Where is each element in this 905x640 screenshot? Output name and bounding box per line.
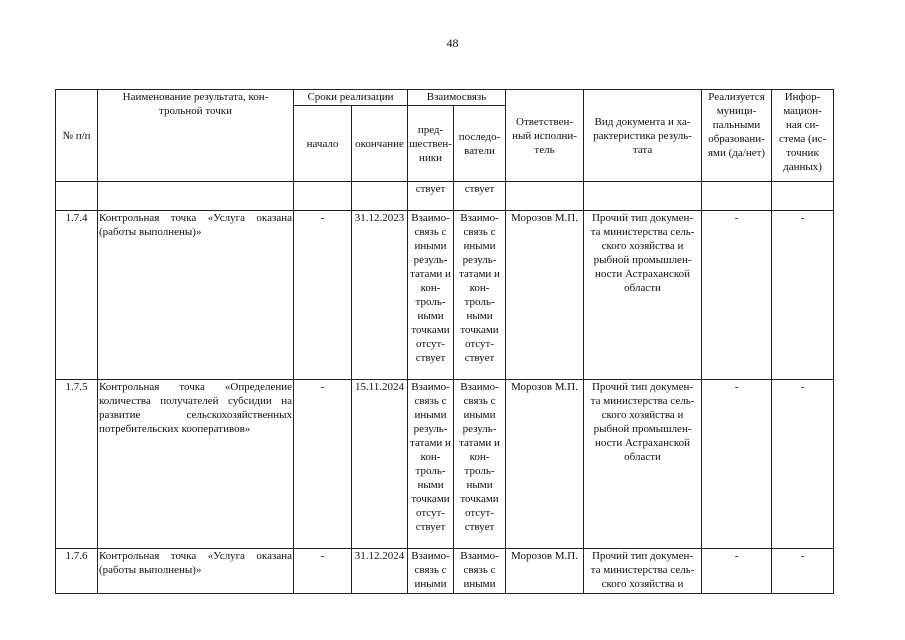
cont-succ: ствует bbox=[454, 182, 506, 211]
header-deadlines: Сроки реализации bbox=[294, 90, 408, 106]
cont-name bbox=[98, 182, 294, 211]
row-name: Контрольная точка «Услуга оказана (работы выполнены)» bbox=[98, 549, 294, 594]
row-predecessors: Взаимо- связь с иными резуль- татами и кон- троль- ными точками отсут- ствует bbox=[408, 380, 454, 549]
row-start: - bbox=[294, 211, 352, 380]
row-start: - bbox=[294, 549, 352, 594]
header-num: № п/п bbox=[56, 90, 98, 182]
row-municipal: - bbox=[702, 380, 772, 549]
header-start: начало bbox=[294, 106, 352, 182]
row-doc-type: Прочий тип докумен- та министерства сель- ского хозяйства и bbox=[584, 549, 702, 594]
header-predecessors: пред- шествен- ники bbox=[408, 106, 454, 182]
header-end: окончание bbox=[352, 106, 408, 182]
row-end: 31.12.2023 bbox=[352, 211, 408, 380]
row-responsible: Морозов М.П. bbox=[506, 211, 584, 380]
cont-num bbox=[56, 182, 98, 211]
page-number: 48 bbox=[446, 36, 459, 50]
row-end: 31.12.2024 bbox=[352, 549, 408, 594]
cont-end bbox=[352, 182, 408, 211]
header-info-system: Инфор- мацион- ная си- стема (ис- точник данных) bbox=[772, 90, 834, 182]
row-end: 15.11.2024 bbox=[352, 380, 408, 549]
table-row bbox=[56, 549, 834, 594]
row-num: 1.7.4 bbox=[56, 211, 98, 380]
row-info-system: - bbox=[772, 211, 834, 380]
table-row bbox=[56, 211, 834, 380]
row-name: Контрольная точка «Услуга оказана (работы выполнены)» bbox=[98, 211, 294, 380]
row-responsible: Морозов М.П. bbox=[506, 380, 584, 549]
header-relation: Взаимосвязь bbox=[408, 90, 506, 106]
row-name: Контрольная точка «Определение количества получателей субсидии на развитие сельскохозяйственных потребительских кооперативов» bbox=[98, 380, 294, 549]
row-predecessors: Взаимо- связь с иными bbox=[408, 549, 454, 594]
continuation-row bbox=[56, 182, 834, 211]
header-doc-type: Вид документа и ха- рактеристика резуль- тата bbox=[584, 90, 702, 182]
row-num: 1.7.5 bbox=[56, 380, 98, 549]
cont-pred: ствует bbox=[408, 182, 454, 211]
row-num: 1.7.6 bbox=[56, 549, 98, 594]
header-responsible: Ответствен- ный исполни- тель bbox=[506, 90, 584, 182]
row-doc-type: Прочий тип докумен- та министерства сель- ского хозяйства и рыбной промышлен- ности Астраханской области bbox=[584, 380, 702, 549]
cont-start bbox=[294, 182, 352, 211]
table-row bbox=[56, 380, 834, 549]
row-info-system: - bbox=[772, 380, 834, 549]
row-doc-type: Прочий тип докумен- та министерства сель- ского хозяйства и рыбной промышлен- ности Астраханской области bbox=[584, 211, 702, 380]
header-row-1 bbox=[56, 90, 834, 106]
row-responsible: Морозов М.П. bbox=[506, 549, 584, 594]
results-table bbox=[55, 89, 834, 594]
row-info-system: - bbox=[772, 549, 834, 594]
header-successors: последо- ватели bbox=[454, 106, 506, 182]
row-successors: Взаимо- связь с иными bbox=[454, 549, 506, 594]
cont-responsible bbox=[506, 182, 584, 211]
row-successors: Взаимо- связь с иными резуль- татами и кон- троль- ными точками отсут- ствует bbox=[454, 380, 506, 549]
row-successors: Взаимо- связь с иными резуль- татами и кон- троль- ными точками отсут- ствует bbox=[454, 211, 506, 380]
row-predecessors: Взаимо- связь с иными резуль- татами и кон- троль- ными точками отсут- ствует bbox=[408, 211, 454, 380]
cont-info-system bbox=[772, 182, 834, 211]
header-name: Наименование результата, кон- трольной точки bbox=[98, 90, 294, 182]
cont-doc-type bbox=[584, 182, 702, 211]
row-municipal: - bbox=[702, 549, 772, 594]
row-municipal: - bbox=[702, 211, 772, 380]
header-municipal: Реализуется муници- пальными образовани- ями (да/нет) bbox=[702, 90, 772, 182]
cont-municipal bbox=[702, 182, 772, 211]
row-start: - bbox=[294, 380, 352, 549]
